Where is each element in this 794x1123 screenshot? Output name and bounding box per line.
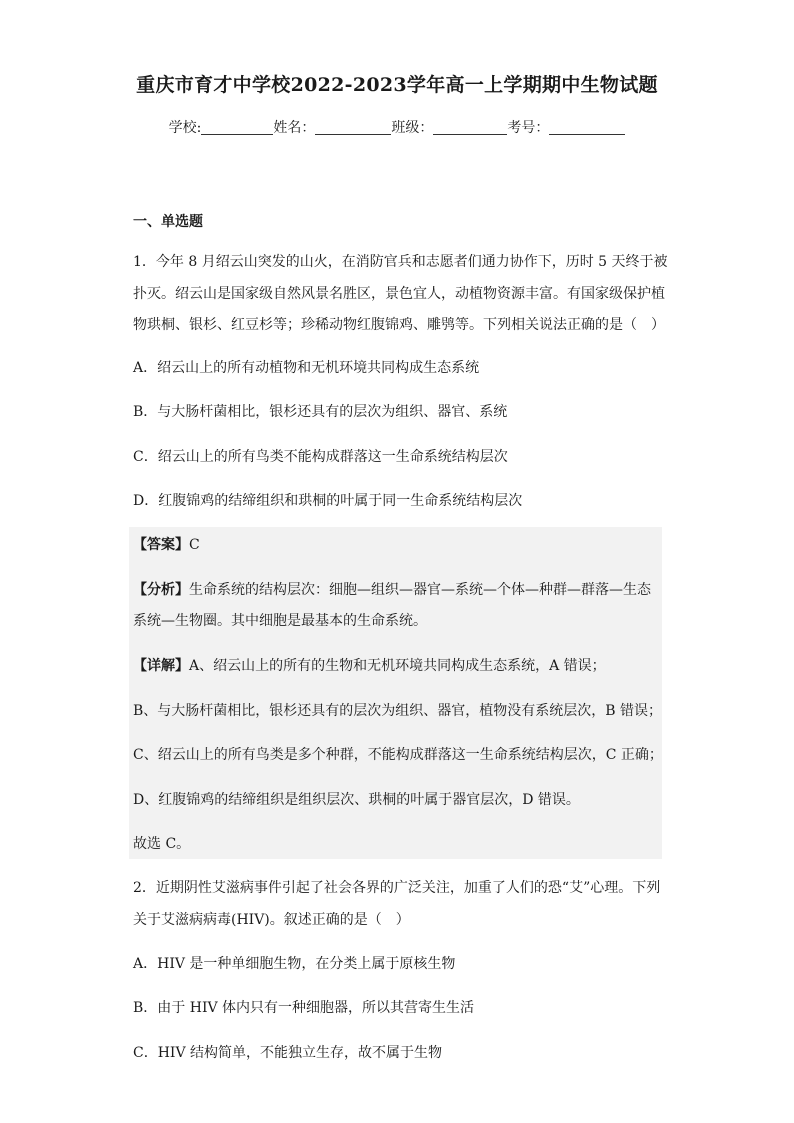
answer-label: 【答案】 [133,537,189,553]
document-title: 重庆市育才中学校2022-2023学年高一上学期期中生物试题 [136,74,658,96]
q1-stem-line: 扑灭。绍云山是国家级自然风景名胜区，景色宜人，动植物资源丰富。有国家级保护植 [133,286,665,302]
analysis-text: 生命系统的结构层次：细胞—组织—器官—系统—个体—种群—群落—生态 [189,582,651,598]
school-label: 学校: [168,120,202,136]
school-blank[interactable] [201,120,273,135]
q1-stem-line: 物珙桐、银杉、红豆杉等；珍稀动物红腹锦鸡、雕鸮等。下列相关说法正确的是（ ） [133,317,665,333]
q2-option-c: C．HIV 结构简单，不能独立生存，故不属于生物 [133,1045,443,1061]
number-blank[interactable] [549,120,625,135]
analysis-label: 【分析】 [133,582,189,598]
q1-detail-d: D、红腹锦鸡的结缔组织是组织层次、珙桐的叶属于器官层次，D 错误。 [133,792,580,808]
section-title: 一、单选题 [133,214,203,230]
class-label: 班级： [391,120,434,136]
q1-analysis [133,580,651,600]
detail-label: 【详解】 [133,658,189,674]
class-blank[interactable] [433,120,507,135]
name-label: 姓名： [273,120,316,136]
q1-conclusion: 故选 C。 [133,836,191,852]
student-info-line [0,117,794,137]
q1-detail [133,656,606,676]
q1-option-a: A．绍云山上的所有动植物和无机环境共同构成生态系统 [133,360,480,376]
q2-option-a: A．HIV 是一种单细胞生物，在分类上属于原核生物 [133,956,456,972]
q2-stem-line: 2．近期阴性艾滋病事件引起了社会各界的广泛关注，加重了人们的恐“艾”心理。下列 [133,880,661,896]
q1-analysis-cont: 系统—生物圈。其中细胞是最基本的生命系统。 [133,613,427,629]
q1-detail-c: C、绍云山上的所有鸟类是多个种群，不能构成群落这一生命系统结构层次，C 正确； [133,747,663,763]
q1-option-d: D．红腹锦鸡的结缔组织和珙桐的叶属于同一生命系统结构层次 [133,493,523,509]
q1-option-b: B．与大肠杆菌相比，银杉还具有的层次为组织、器官、系统 [133,404,508,420]
number-label: 考号： [507,120,550,136]
detail-text: A、绍云山上的所有的生物和无机环境共同构成生态系统，A 错误； [189,658,606,674]
name-blank[interactable] [315,120,391,135]
q1-option-c: C．绍云山上的所有鸟类不能构成群落这一生命系统结构层次 [133,449,508,465]
q1-answer [133,535,200,555]
q2-stem-line: 关于艾滋病病毒(HIV)。叙述正确的是（ ） [133,912,410,928]
q1-detail-b: B、与大肠杆菌相比，银杉还具有的层次为组织、器官，植物没有系统层次，B 错误； [133,703,663,719]
answer-value: C [189,537,200,553]
q2-option-b: B．由于 HIV 体内只有一种细胞器，所以其营寄生生活 [133,1000,475,1016]
q1-stem-line: 1．今年 8 月绍云山突发的山火，在消防官兵和志愿者们通力协作下，历时 5 天终于被 [133,254,668,270]
